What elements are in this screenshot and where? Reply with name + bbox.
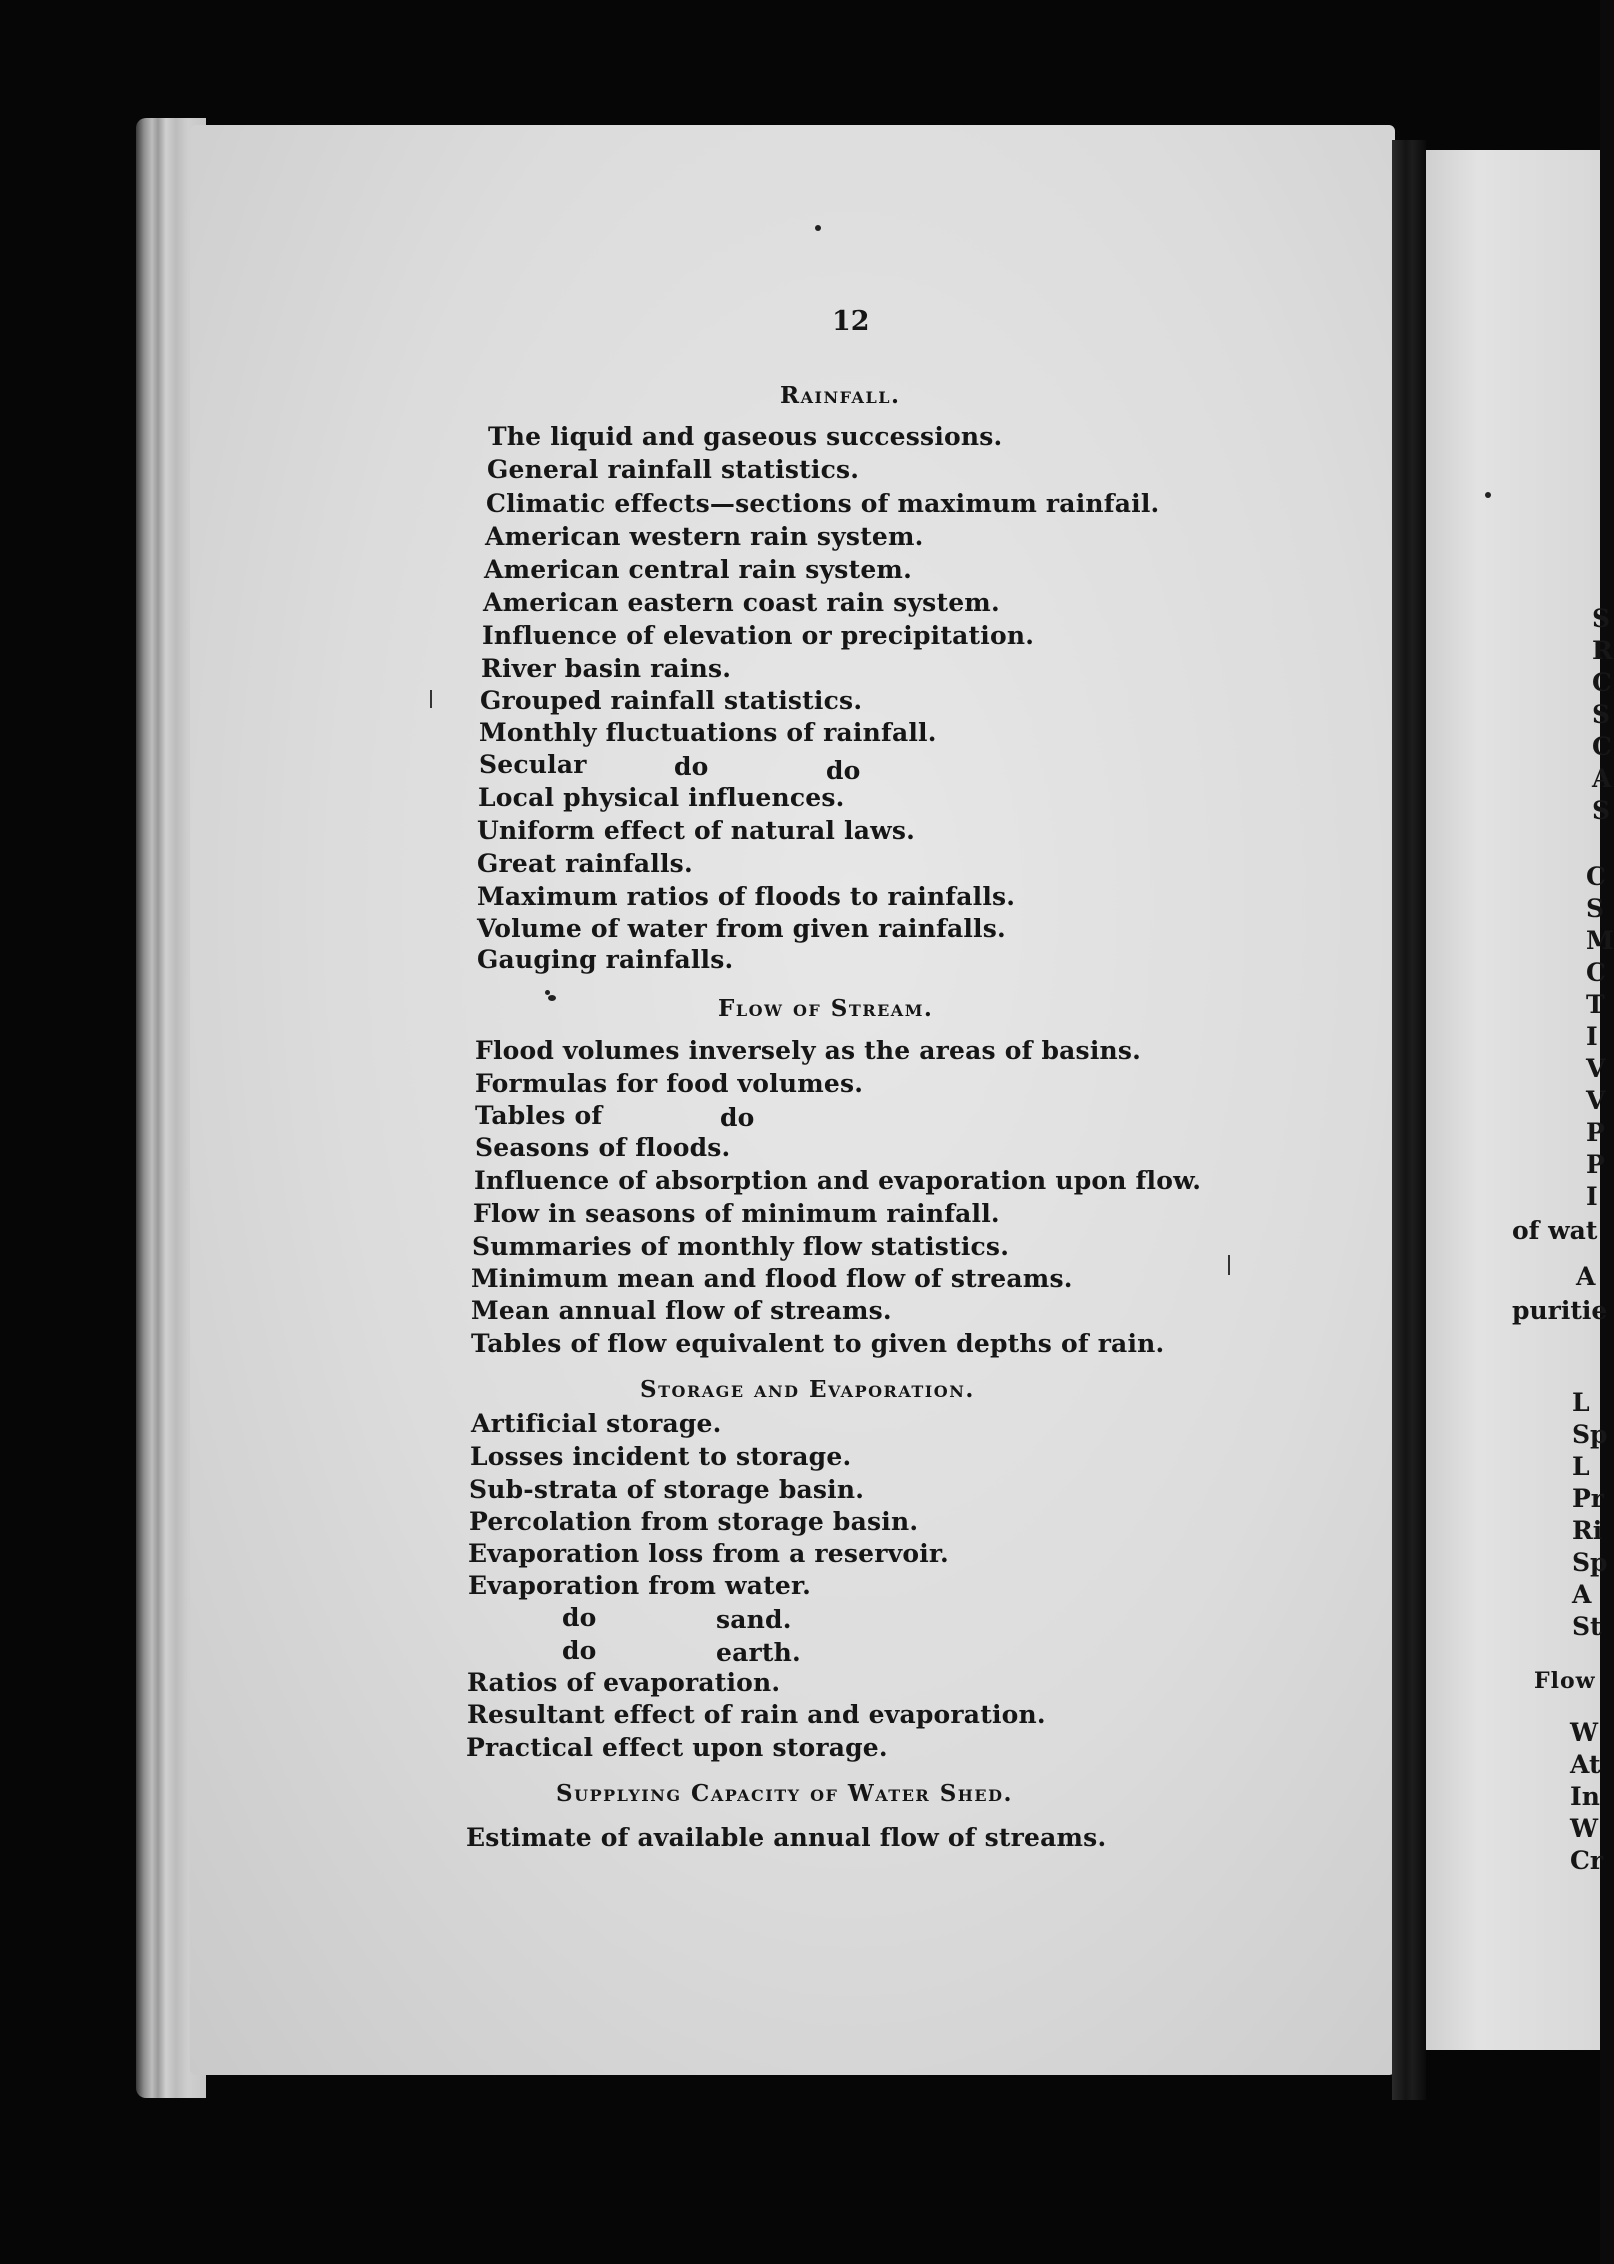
ditto-mark: do [562, 1603, 597, 1632]
right-page-fragment: L [1572, 1452, 1590, 1481]
ditto-mark: do [562, 1636, 597, 1665]
ditto-mark: do [826, 756, 861, 785]
list-item: earth. [716, 1638, 801, 1667]
right-page-fragment: Flow [1534, 1668, 1596, 1694]
section-heading-supplying-capacity: Supplying Capacity of Water Shed. [556, 1780, 1013, 1807]
right-page-fragment: S [1592, 700, 1611, 729]
right-page-fragment: Pr [1572, 1484, 1604, 1513]
page-number: 12 [832, 306, 870, 337]
right-page-fragment: P [1586, 1118, 1605, 1147]
right-page-fragment: M [1586, 926, 1614, 955]
speck [1485, 492, 1491, 498]
right-page-fragment: C [1592, 732, 1612, 761]
right-page-fragment: V [1586, 1086, 1606, 1115]
right-page-fragment: L [1572, 1388, 1590, 1417]
right-page-fragment: of wat [1512, 1216, 1598, 1245]
right-page-fragment: puritie [1512, 1296, 1608, 1325]
right-page-fragment: St [1572, 1612, 1602, 1641]
list-item: Seasons of floods. [475, 1133, 731, 1162]
right-page-fragment: Sp [1572, 1420, 1608, 1449]
list-item: The liquid and gaseous successions. [488, 422, 1003, 451]
right-page-fragment: S [1592, 604, 1611, 633]
right-page-fragment: W [1570, 1814, 1599, 1843]
book-gutter [1392, 140, 1426, 2100]
right-page-fragment: At [1570, 1750, 1601, 1779]
right-page-fragment: S [1592, 796, 1611, 825]
list-item: Losses incident to storage. [470, 1442, 852, 1471]
list-item: Resultant effect of rain and evaporation. [467, 1700, 1046, 1729]
list-item: Grouped rainfall statistics. [480, 686, 863, 715]
list-item: American eastern coast rain system. [483, 588, 1000, 617]
list-item: Tables of flow equivalent to given depths of rain. [471, 1329, 1165, 1358]
list-item: Ratios of evaporation. [467, 1668, 781, 1697]
list-item: American western rain system. [485, 522, 924, 551]
list-item: Artificial storage. [471, 1409, 722, 1438]
list-item: Secular [479, 750, 587, 779]
right-page-fragment: Cr [1570, 1846, 1604, 1875]
list-item: Climatic effects—sections of maximum rainfail. [486, 489, 1160, 518]
list-item: Sub-strata of storage basin. [469, 1475, 865, 1504]
list-item: Monthly fluctuations of rainfall. [479, 718, 937, 747]
section-heading-storage-and-evaporation: Storage and Evaporation. [640, 1376, 975, 1403]
list-item: Tables of [475, 1101, 603, 1130]
list-item: sand. [716, 1605, 792, 1634]
list-item: Maximum ratios of floods to rainfalls. [477, 882, 1016, 911]
right-page-fragment: A [1572, 1580, 1592, 1609]
right-page-fragment: In [1570, 1782, 1600, 1811]
right-page-fragment: V [1586, 1054, 1606, 1083]
list-item: Evaporation from water. [468, 1571, 812, 1600]
list-item: Formulas for food volumes. [475, 1069, 864, 1098]
list-item: Uniform effect of natural laws. [477, 816, 916, 845]
right-page-fragment: C [1586, 862, 1606, 891]
list-item: Summaries of monthly flow statistics. [472, 1232, 1010, 1261]
ditto-mark: do [674, 752, 709, 781]
list-item: Influence of elevation or precipitation. [482, 621, 1035, 650]
right-page-fragment: I [1586, 1022, 1598, 1051]
list-item: American central rain system. [484, 555, 912, 584]
list-item: Flood volumes inversely as the areas of basins. [475, 1036, 1142, 1065]
right-page-fragment: Sp [1572, 1548, 1608, 1577]
right-page-fragment: Ri [1572, 1516, 1603, 1545]
list-item: River basin rains. [481, 654, 732, 683]
list-item: Evaporation loss from a reservoir. [468, 1539, 949, 1568]
pencil-mark [1228, 1255, 1230, 1275]
right-page-fragment: W [1570, 1718, 1599, 1747]
right-page-fragment: T [1586, 990, 1605, 1019]
right-page-fragment: R [1592, 636, 1613, 665]
list-item: Volume of water from given rainfalls. [477, 914, 1006, 943]
right-page-fragment: P [1586, 1150, 1605, 1179]
section-heading-rainfall: Rainfall. [780, 382, 901, 409]
speck [548, 995, 556, 1001]
list-item: Flow in seasons of minimum rainfall. [473, 1199, 1000, 1228]
list-item: Minimum mean and flood flow of streams. [471, 1264, 1073, 1293]
list-item: Percolation from storage basin. [469, 1507, 919, 1536]
right-page-fragment: S [1586, 894, 1605, 923]
pencil-mark [430, 690, 432, 708]
list-item: Great rainfalls. [477, 849, 693, 878]
list-item: General rainfall statistics. [487, 455, 860, 484]
list-item: Gauging rainfalls. [477, 945, 734, 974]
speck [815, 225, 821, 231]
right-page-fragment: A [1576, 1262, 1596, 1291]
list-item: Practical effect upon storage. [466, 1733, 888, 1762]
list-item: Local physical influences. [478, 783, 845, 812]
list-item: Estimate of available annual flow of streams. [466, 1823, 1107, 1852]
speck [545, 990, 550, 995]
right-page-fragment: A [1592, 764, 1612, 793]
right-page-fragment: C [1592, 668, 1612, 697]
section-heading-flow-of-stream: Flow of Stream. [718, 995, 934, 1022]
right-page-fragment: I [1586, 1182, 1598, 1211]
ditto-mark: do [720, 1103, 755, 1132]
right-page-fragment: C [1586, 958, 1606, 987]
list-item: Influence of absorption and evaporation upon flow. [474, 1166, 1202, 1195]
list-item: Mean annual flow of streams. [471, 1296, 892, 1325]
